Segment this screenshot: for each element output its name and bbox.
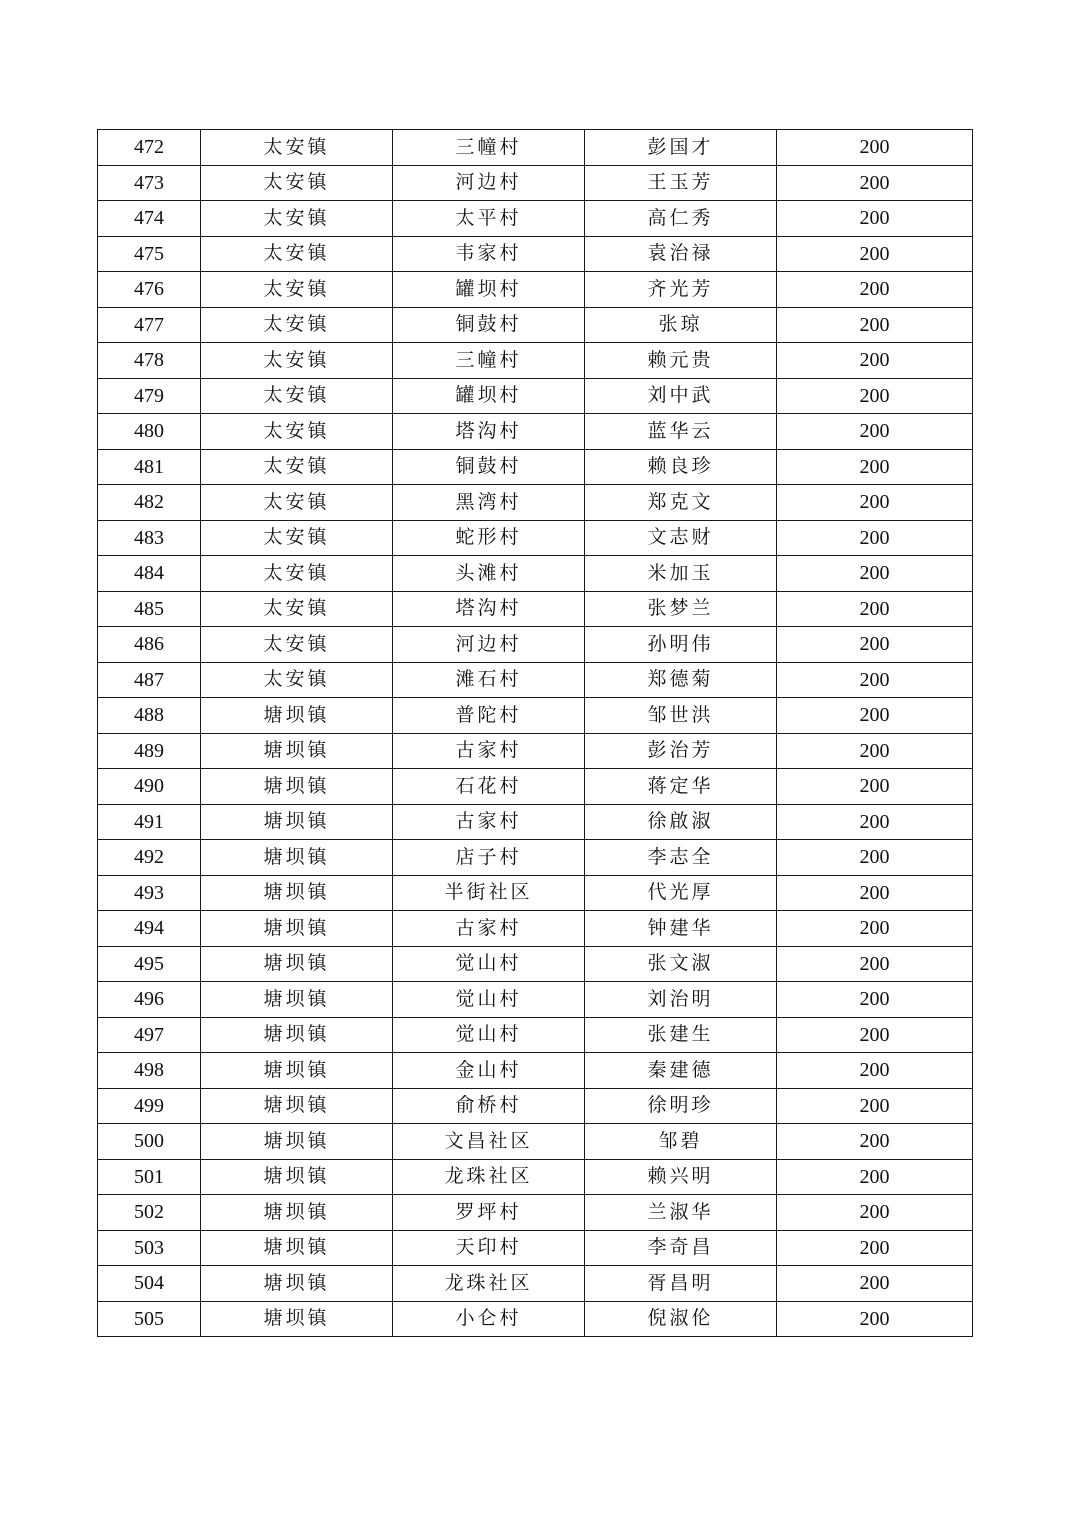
table-row — [98, 662, 973, 698]
cell-village: 塔沟村 — [393, 414, 585, 450]
cell-village: 罐坝村 — [393, 272, 585, 308]
table-row — [98, 378, 973, 414]
cell-person-name: 胥昌明 — [585, 1266, 777, 1302]
cell-village: 觉山村 — [393, 946, 585, 982]
cell-amount: 200 — [777, 1195, 973, 1231]
cell-person-name: 李奇昌 — [585, 1230, 777, 1266]
cell-amount: 200 — [777, 130, 973, 166]
table-row — [98, 556, 973, 592]
cell-amount: 200 — [777, 307, 973, 343]
cell-amount: 200 — [777, 520, 973, 556]
cell-town: 太安镇 — [201, 343, 393, 379]
cell-number: 502 — [98, 1195, 201, 1231]
cell-person-name: 赖兴明 — [585, 1159, 777, 1195]
cell-village: 三幢村 — [393, 343, 585, 379]
cell-town: 塘坝镇 — [201, 1195, 393, 1231]
cell-town: 塘坝镇 — [201, 1017, 393, 1053]
cell-village: 觉山村 — [393, 1017, 585, 1053]
table-row — [98, 911, 973, 947]
cell-number: 484 — [98, 556, 201, 592]
cell-number: 490 — [98, 769, 201, 805]
cell-person-name: 蓝华云 — [585, 414, 777, 450]
cell-village: 俞桥村 — [393, 1088, 585, 1124]
cell-town: 太安镇 — [201, 449, 393, 485]
cell-town: 太安镇 — [201, 272, 393, 308]
cell-amount: 200 — [777, 1088, 973, 1124]
cell-person-name: 秦建德 — [585, 1053, 777, 1089]
cell-number: 500 — [98, 1124, 201, 1160]
cell-person-name: 齐光芳 — [585, 272, 777, 308]
cell-town: 太安镇 — [201, 485, 393, 521]
cell-town: 塘坝镇 — [201, 840, 393, 876]
cell-town: 太安镇 — [201, 165, 393, 201]
cell-village: 头滩村 — [393, 556, 585, 592]
cell-village: 觉山村 — [393, 982, 585, 1018]
cell-person-name: 王玉芳 — [585, 165, 777, 201]
table-row — [98, 1124, 973, 1160]
cell-village: 河边村 — [393, 627, 585, 663]
cell-person-name: 郑克文 — [585, 485, 777, 521]
cell-town: 太安镇 — [201, 662, 393, 698]
cell-village: 韦家村 — [393, 236, 585, 272]
cell-amount: 200 — [777, 733, 973, 769]
cell-village: 罐坝村 — [393, 378, 585, 414]
cell-number: 477 — [98, 307, 201, 343]
cell-town: 太安镇 — [201, 201, 393, 237]
cell-town: 太安镇 — [201, 556, 393, 592]
cell-number: 505 — [98, 1301, 201, 1337]
cell-person-name: 彭治芳 — [585, 733, 777, 769]
cell-number: 473 — [98, 165, 201, 201]
cell-amount: 200 — [777, 769, 973, 805]
cell-person-name: 张文淑 — [585, 946, 777, 982]
cell-person-name: 张建生 — [585, 1017, 777, 1053]
cell-village: 黑湾村 — [393, 485, 585, 521]
cell-amount: 200 — [777, 556, 973, 592]
cell-person-name: 钟建华 — [585, 911, 777, 947]
cell-village: 普陀村 — [393, 698, 585, 734]
cell-town: 太安镇 — [201, 414, 393, 450]
cell-number: 491 — [98, 804, 201, 840]
cell-number: 481 — [98, 449, 201, 485]
cell-village: 天印村 — [393, 1230, 585, 1266]
cell-person-name: 文志财 — [585, 520, 777, 556]
table-row — [98, 236, 973, 272]
table-row — [98, 307, 973, 343]
cell-amount: 200 — [777, 343, 973, 379]
table-row — [98, 875, 973, 911]
table-row — [98, 982, 973, 1018]
cell-number: 487 — [98, 662, 201, 698]
cell-number: 482 — [98, 485, 201, 521]
cell-town: 太安镇 — [201, 236, 393, 272]
cell-amount: 200 — [777, 1124, 973, 1160]
cell-village: 古家村 — [393, 911, 585, 947]
cell-person-name: 袁治禄 — [585, 236, 777, 272]
cell-town: 塘坝镇 — [201, 804, 393, 840]
cell-number: 478 — [98, 343, 201, 379]
table-row — [98, 733, 973, 769]
cell-town: 塘坝镇 — [201, 1159, 393, 1195]
cell-village: 半街社区 — [393, 875, 585, 911]
cell-amount: 200 — [777, 627, 973, 663]
cell-amount: 200 — [777, 414, 973, 450]
cell-town: 太安镇 — [201, 130, 393, 166]
table-row — [98, 343, 973, 379]
table-row — [98, 165, 973, 201]
cell-village: 店子村 — [393, 840, 585, 876]
cell-person-name: 孙明伟 — [585, 627, 777, 663]
cell-amount: 200 — [777, 840, 973, 876]
cell-number: 499 — [98, 1088, 201, 1124]
cell-village: 金山村 — [393, 1053, 585, 1089]
cell-number: 503 — [98, 1230, 201, 1266]
cell-person-name: 高仁秀 — [585, 201, 777, 237]
cell-number: 492 — [98, 840, 201, 876]
cell-amount: 200 — [777, 1053, 973, 1089]
cell-person-name: 赖良珍 — [585, 449, 777, 485]
cell-town: 塘坝镇 — [201, 1124, 393, 1160]
cell-amount: 200 — [777, 1230, 973, 1266]
cell-amount: 200 — [777, 1159, 973, 1195]
cell-number: 474 — [98, 201, 201, 237]
cell-town: 塘坝镇 — [201, 875, 393, 911]
cell-person-name: 米加玉 — [585, 556, 777, 592]
cell-village: 石花村 — [393, 769, 585, 805]
cell-village: 铜鼓村 — [393, 449, 585, 485]
cell-village: 滩石村 — [393, 662, 585, 698]
cell-amount: 200 — [777, 165, 973, 201]
cell-amount: 200 — [777, 272, 973, 308]
cell-number: 504 — [98, 1266, 201, 1302]
cell-number: 495 — [98, 946, 201, 982]
cell-number: 476 — [98, 272, 201, 308]
table-row — [98, 627, 973, 663]
table-row — [98, 520, 973, 556]
cell-person-name: 徐啟淑 — [585, 804, 777, 840]
cell-number: 496 — [98, 982, 201, 1018]
cell-amount: 200 — [777, 485, 973, 521]
table-row — [98, 414, 973, 450]
cell-person-name: 兰淑华 — [585, 1195, 777, 1231]
cell-town: 塘坝镇 — [201, 733, 393, 769]
table-body — [98, 130, 973, 1337]
table-row — [98, 449, 973, 485]
cell-person-name: 李志全 — [585, 840, 777, 876]
table-row — [98, 272, 973, 308]
table-row — [98, 1088, 973, 1124]
cell-amount: 200 — [777, 236, 973, 272]
cell-village: 三幢村 — [393, 130, 585, 166]
cell-village: 小仑村 — [393, 1301, 585, 1337]
cell-town: 太安镇 — [201, 591, 393, 627]
table-row — [98, 1017, 973, 1053]
cell-amount: 200 — [777, 449, 973, 485]
cell-village: 古家村 — [393, 733, 585, 769]
cell-person-name: 刘中武 — [585, 378, 777, 414]
cell-village: 河边村 — [393, 165, 585, 201]
table-row — [98, 840, 973, 876]
cell-village: 古家村 — [393, 804, 585, 840]
cell-person-name: 张梦兰 — [585, 591, 777, 627]
table-row — [98, 804, 973, 840]
table-row — [98, 591, 973, 627]
cell-amount: 200 — [777, 698, 973, 734]
cell-amount: 200 — [777, 1017, 973, 1053]
table-row — [98, 130, 973, 166]
cell-person-name: 徐明珍 — [585, 1088, 777, 1124]
cell-number: 489 — [98, 733, 201, 769]
cell-town: 太安镇 — [201, 627, 393, 663]
cell-person-name: 郑德菊 — [585, 662, 777, 698]
cell-village: 文昌社区 — [393, 1124, 585, 1160]
cell-person-name: 张琼 — [585, 307, 777, 343]
cell-town: 塘坝镇 — [201, 769, 393, 805]
data-table — [97, 129, 973, 1337]
cell-person-name: 倪淑伦 — [585, 1301, 777, 1337]
cell-village: 蛇形村 — [393, 520, 585, 556]
cell-town: 太安镇 — [201, 378, 393, 414]
cell-amount: 200 — [777, 591, 973, 627]
table-row — [98, 698, 973, 734]
cell-town: 塘坝镇 — [201, 1266, 393, 1302]
cell-number: 479 — [98, 378, 201, 414]
cell-amount: 200 — [777, 804, 973, 840]
cell-town: 塘坝镇 — [201, 946, 393, 982]
table-row — [98, 769, 973, 805]
cell-person-name: 赖元贵 — [585, 343, 777, 379]
cell-person-name: 邹碧 — [585, 1124, 777, 1160]
cell-village: 塔沟村 — [393, 591, 585, 627]
cell-number: 488 — [98, 698, 201, 734]
cell-town: 塘坝镇 — [201, 1301, 393, 1337]
table-row — [98, 946, 973, 982]
table-row — [98, 1053, 973, 1089]
cell-number: 480 — [98, 414, 201, 450]
cell-number: 483 — [98, 520, 201, 556]
table-row — [98, 1301, 973, 1337]
cell-amount: 200 — [777, 982, 973, 1018]
table-row — [98, 1195, 973, 1231]
cell-town: 太安镇 — [201, 307, 393, 343]
table-row — [98, 1266, 973, 1302]
cell-town: 塘坝镇 — [201, 1088, 393, 1124]
table-row — [98, 1230, 973, 1266]
cell-town: 塘坝镇 — [201, 982, 393, 1018]
table-row — [98, 201, 973, 237]
cell-village: 龙珠社区 — [393, 1159, 585, 1195]
cell-person-name: 刘治明 — [585, 982, 777, 1018]
cell-town: 太安镇 — [201, 520, 393, 556]
cell-amount: 200 — [777, 875, 973, 911]
cell-village: 太平村 — [393, 201, 585, 237]
cell-number: 494 — [98, 911, 201, 947]
cell-amount: 200 — [777, 662, 973, 698]
cell-amount: 200 — [777, 946, 973, 982]
cell-town: 塘坝镇 — [201, 911, 393, 947]
cell-number: 475 — [98, 236, 201, 272]
cell-number: 497 — [98, 1017, 201, 1053]
cell-amount: 200 — [777, 911, 973, 947]
cell-town: 塘坝镇 — [201, 1230, 393, 1266]
cell-number: 501 — [98, 1159, 201, 1195]
cell-number: 485 — [98, 591, 201, 627]
cell-person-name: 蒋定华 — [585, 769, 777, 805]
cell-person-name: 代光厚 — [585, 875, 777, 911]
cell-person-name: 邹世洪 — [585, 698, 777, 734]
cell-number: 498 — [98, 1053, 201, 1089]
cell-village: 铜鼓村 — [393, 307, 585, 343]
cell-number: 493 — [98, 875, 201, 911]
cell-town: 塘坝镇 — [201, 1053, 393, 1089]
table-row — [98, 485, 973, 521]
cell-village: 罗坪村 — [393, 1195, 585, 1231]
cell-village: 龙珠社区 — [393, 1266, 585, 1302]
cell-person-name: 彭国才 — [585, 130, 777, 166]
cell-town: 塘坝镇 — [201, 698, 393, 734]
cell-amount: 200 — [777, 1301, 973, 1337]
cell-number: 486 — [98, 627, 201, 663]
cell-amount: 200 — [777, 378, 973, 414]
cell-amount: 200 — [777, 1266, 973, 1302]
table-row — [98, 1159, 973, 1195]
cell-amount: 200 — [777, 201, 973, 237]
cell-number: 472 — [98, 130, 201, 166]
